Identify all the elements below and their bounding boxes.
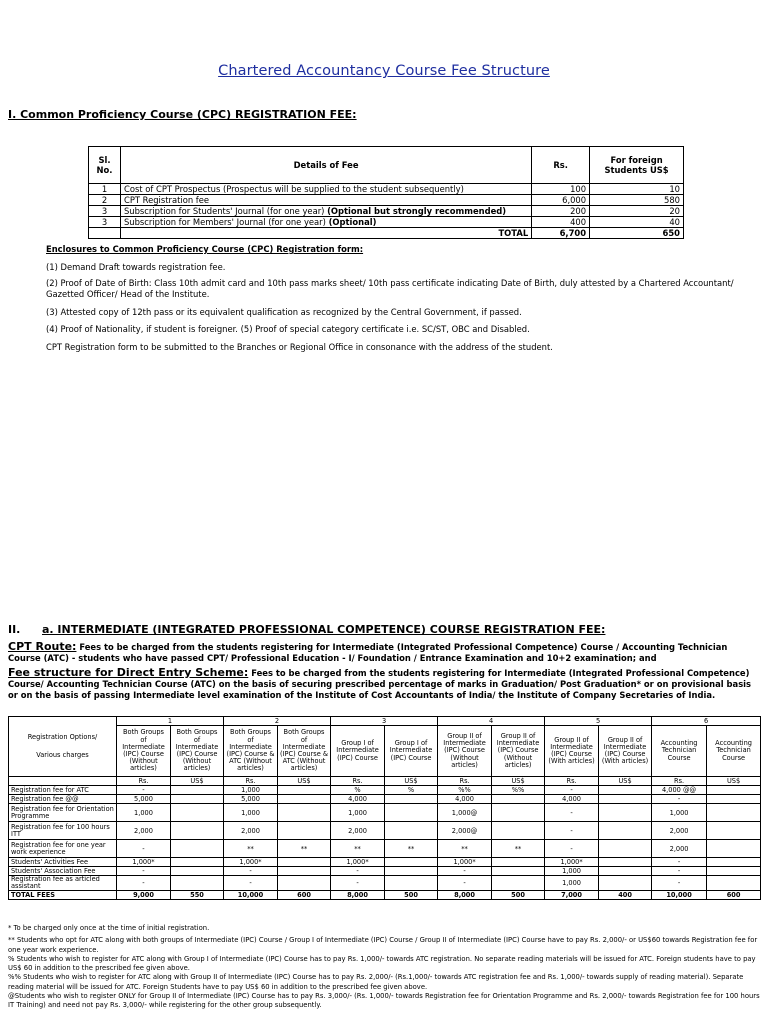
fee-cell [171,795,224,804]
fee-cell: - [652,858,707,867]
section-2-heading [8,623,605,636]
fee-cell [278,804,331,822]
route-paragraphs [8,641,760,701]
column-header: Group I of Intermediate (IPC) Course [331,726,385,777]
fee-cell [492,858,545,867]
fee-cell: ** [385,840,438,858]
fee-cell: - [224,876,278,891]
fee-cell: - [117,840,171,858]
fee-cell: 4,000 [438,795,492,804]
column-header: Group II of Intermediate (IPC) Course (With articles) [599,726,652,777]
currency-cell: US$ [278,777,331,786]
fee-cell [707,876,761,891]
row-label: Students' Association Fee [9,867,117,876]
fee-cell: - [224,867,278,876]
column-header: Group II of Intermediate (IPC) Course (Without articles) [438,726,492,777]
total-cell: 400 [599,891,652,900]
fee-cell: ** [492,840,545,858]
fee-cell [707,795,761,804]
cell-sl: 3 [89,206,121,217]
fee-cell: - [652,795,707,804]
table-row [9,867,761,876]
fee-cell [385,804,438,822]
cell-usd: 40 [590,217,684,228]
fee-cell [599,795,652,804]
fee-cell: 4,000 [331,795,385,804]
section-2-title: a. INTERMEDIATE (INTEGRATED PROFESSIONAL COMPETENCE) COURSE REGISTRATION FEE: [42,623,606,636]
total-cell: 10,000 [224,891,278,900]
fee-cell [599,822,652,840]
cell-detail: Subscription for Members' Journal (for one year) (Optional) [120,217,531,228]
cpt-route-lead: CPT Route: [8,640,77,653]
enclosure-item: CPT Registration form to be submitted to the Branches or Regional Office in consonance with the address of the student. [46,342,553,352]
total-cell: 600 [707,891,761,900]
total-cell: 8,000 [438,891,492,900]
fee-cell [385,822,438,840]
footnote: @Students who wish to register ONLY for Group II of Intermediate (IPC) Course has to pay Rs. 3,000/- (Rs. 1,000/- towards Registration fee for Orientation Programme and Rs. 2,000/- towards Registration fee for 100 hours IT Training) and need not pay Rs. 3,000/- while registering for the other group subsequently. [8,992,760,1010]
table-row [9,786,761,795]
column-header: Both Groups of Intermediate (IPC) Course & ATC (Without articles) [224,726,278,777]
corner-label: Registration Options/ Various charges [9,717,117,777]
page-title: Chartered Accountancy Course Fee Structure [218,63,550,79]
table-row [9,876,761,891]
column-header: Accounting Technician Course [652,726,707,777]
fee-cell: 2,000 [652,840,707,858]
cell-detail: Subscription for Students' Journal (for one year) (Optional but strongly recommended) [120,206,531,217]
column-header: Group I of Intermediate (IPC) Course [385,726,438,777]
cell-sl: 3 [89,217,121,228]
fee-cell: 5,000 [117,795,171,804]
cell-detail: Cost of CPT Prospectus (Prospectus will be supplied to the student subsequently) [120,184,531,195]
fee-cell [278,867,331,876]
fee-cell: - [438,867,492,876]
section-2-number: II. [8,623,21,636]
fee-cell: - [652,867,707,876]
fee-cell: 2,000@ [438,822,492,840]
header-rs: Rs. [532,147,590,184]
fee-cell: ** [224,840,278,858]
fee-cell [599,876,652,891]
total-cell: 600 [278,891,331,900]
currency-cell: Rs. [117,777,171,786]
footnote: % Students who wish to register for ATC along with Group I of Intermediate (IPC) Course has to pay Rs. 1,000/- towards ATC registration. No separate reading materials will be issued for ATC. Foreign students have to pay US$ 60 in addition to the prescribed fee given above. [8,954,756,973]
total-fees-row [9,891,761,900]
header-foreign-usd: For foreign Students US$ [590,147,684,184]
total-cell: 500 [385,891,438,900]
fee-cell: %% [492,786,545,795]
total-cell: 10,000 [652,891,707,900]
fee-cell: 2,000 [224,822,278,840]
fee-cell [278,786,331,795]
fee-cell [171,867,224,876]
fee-cell: 1,000* [224,858,278,867]
fee-cell [599,804,652,822]
fee-cell: 1,000@ [438,804,492,822]
fee-cell: - [545,822,599,840]
column-header: Group II of Intermediate (IPC) Course (With articles) [545,726,599,777]
cell-rs: 400 [532,217,590,228]
column-header-row [9,726,761,777]
fee-cell: 2,000 [117,822,171,840]
fee-cell: - [117,876,171,891]
fee-cell: 1,000 [331,804,385,822]
table-total-row [89,228,684,239]
fee-cell [707,822,761,840]
fee-cell [171,804,224,822]
fee-cell [707,840,761,858]
currency-cell: Rs. [545,777,599,786]
total-label: TOTAL [120,228,531,239]
row-label: Students' Activities Fee [9,858,117,867]
fee-cell [492,822,545,840]
table-header-row [89,147,684,184]
table-row [89,217,684,228]
fee-rows [9,786,761,900]
group-number: 3 [331,717,438,726]
fee-cell [171,840,224,858]
fee-cell: - [117,867,171,876]
cell-rs: 100 [532,184,590,195]
fee-cell [599,858,652,867]
fee-cell: ** [438,840,492,858]
currency-cell: US$ [599,777,652,786]
fee-cell: % [385,786,438,795]
fee-cell [707,858,761,867]
fee-cell: - [117,786,171,795]
fee-cell [278,822,331,840]
cell-detail: CPT Registration fee [120,195,531,206]
fee-cell [171,822,224,840]
fee-cell: - [545,840,599,858]
currency-cell: Rs. [652,777,707,786]
row-label: Registration fee for one year work experience [9,840,117,858]
table-row [9,804,761,822]
fee-cell: 4,000 [545,795,599,804]
enclosure-item: (1) Demand Draft towards registration fee. [46,262,226,272]
row-label: Registration fee for Orientation Programme [9,804,117,822]
fee-cell [599,840,652,858]
footnote: %% Students who wish to register for ATC along with Group II of Intermediate (IPC) Course has to pay Rs. 2,000/- (Rs.1,000/- towards ATC registration fee and Rs. 1,000/- towards supply of reading material). Separate reading material will be issued for ATC. Foreign Students have to pay US$ 60 in addition to the prescribed fee given above. [8,973,744,991]
cell-sl: 2 [89,195,121,206]
fee-cell: - [331,876,385,891]
fee-cell: 1,000 [545,876,599,891]
total-usd: 650 [590,228,684,239]
currency-cell: Rs. [438,777,492,786]
fee-cell: 1,000 [224,786,278,795]
fee-cell: 1,000 [224,804,278,822]
fee-cell [278,795,331,804]
fee-cell [707,867,761,876]
fee-cell: 1,000 [545,867,599,876]
fee-cell: 1,000 [117,804,171,822]
row-label: TOTAL FEES [9,891,117,900]
cell-usd: 580 [590,195,684,206]
column-header: Both Groups of Intermediate (IPC) Course & ATC (Without articles) [278,726,331,777]
total-cell: 7,000 [545,891,599,900]
cpc-fee-table [88,146,684,239]
fee-cell: 2,000 [652,822,707,840]
cell-usd: 20 [590,206,684,217]
table-row [89,206,684,217]
direct-entry-paragraph: Fee structure for Direct Entry Scheme: Fees to be charged from the students registering for Intermediate (Integrated Professional Competence) Course/ Accounting Technician Course (ATC) on the basis of securing prescribed percentage of marks in Graduation/ Post Graduation* or on provisional basis or on the basis of passing Intermediate level examination of the Institute of Cost Accountants of India/ the Institute of Company Secretaries of India. [8,666,752,700]
fee-cell [171,786,224,795]
total-cell: 500 [492,891,545,900]
section-1-heading: I. Common Proficiency Course (CPC) REGISTRATION FEE: [8,108,357,121]
fee-cell: 4,000 @@ [652,786,707,795]
cpt-route-paragraph: CPT Route: Fees to be charged from the students registering for Intermediate (Integrated Professional Competence) Course / Accounting Technician Course (ATC) - students who have passed CPT/ Professional Education - I/ Foundation / Entrance Examination and 10+2 examination; and [8,640,728,663]
header-sl-no: Sl. No. [89,147,121,184]
enclosures-heading: Enclosures to Common Proficiency Course (CPC) Registration form: [46,244,364,254]
fee-cell [278,876,331,891]
fee-cell [385,876,438,891]
row-label: Registration fee for ATC [9,786,117,795]
fee-cell [707,804,761,822]
cell-rs: 200 [532,206,590,217]
cell-rs: 6,000 [532,195,590,206]
fee-cell [492,795,545,804]
column-header: Accounting Technician Course [707,726,761,777]
group-number: 5 [545,717,652,726]
table-row [9,840,761,858]
column-header: Both Groups of Intermediate (IPC) Course (Without articles) [171,726,224,777]
footnote: * To be charged only once at the time of initial registration. [8,924,210,932]
fee-cell: 2,000 [331,822,385,840]
fee-cell: 1,000 [652,804,707,822]
fee-cell [707,786,761,795]
fee-cell [385,795,438,804]
total-cell: 8,000 [331,891,385,900]
fee-cell: % [331,786,385,795]
row-label: Registration fee as articled assistant [9,876,117,891]
group-number: 4 [438,717,545,726]
table-row [9,795,761,804]
fee-cell: - [331,867,385,876]
intermediate-fee-table [8,716,761,900]
fee-cell [599,786,652,795]
footnotes [8,924,760,1011]
currency-cell: US$ [385,777,438,786]
fee-cell: 1,000* [545,858,599,867]
fee-cell: - [438,876,492,891]
fee-cell [171,876,224,891]
fee-cell [171,858,224,867]
fee-cell: %% [438,786,492,795]
fee-cell: ** [278,840,331,858]
fee-cell: 1,000* [117,858,171,867]
column-header: Both Groups of Intermediate (IPC) Course (Without articles) [117,726,171,777]
fee-cell [492,867,545,876]
fee-cell [492,804,545,822]
fee-cell [599,867,652,876]
currency-cell: US$ [707,777,761,786]
row-label: Registration fee for 100 hours ITT [9,822,117,840]
fee-cell: 5,000 [224,795,278,804]
currency-cell: Rs. [224,777,278,786]
group-number-row [9,717,761,726]
group-number: 6 [652,717,761,726]
fee-cell: - [545,786,599,795]
table-row [9,822,761,840]
total-rs: 6,700 [532,228,590,239]
group-number: 1 [117,717,224,726]
total-cell: 550 [171,891,224,900]
fee-cell: - [652,876,707,891]
fee-cell: - [545,804,599,822]
header-details: Details of Fee [120,147,531,184]
group-number: 2 [224,717,331,726]
fee-cell [385,867,438,876]
column-header: Group II of Intermediate (IPC) Course (Without articles) [492,726,545,777]
currency-cell: US$ [171,777,224,786]
row-label: Registration fee @@ [9,795,117,804]
table-row [89,195,684,206]
direct-entry-lead: Fee structure for Direct Entry Scheme: [8,666,249,679]
fee-cell: 1,000* [331,858,385,867]
table-row [9,858,761,867]
fee-cell: ** [331,840,385,858]
currency-row [9,777,761,786]
fee-cell [385,858,438,867]
fee-cell [492,876,545,891]
enclosure-item: (3) Attested copy of 12th pass or its equivalent qualification as recognized by the Central Government, if passed. [46,307,522,317]
cell-usd: 10 [590,184,684,195]
currency-cell: Rs. [331,777,385,786]
cell-sl: 1 [89,184,121,195]
footnote: ** Students who opt for ATC along with both groups of Intermediate (IPC) Course / Group I of Intermediate (IPC) Course / Group II of Intermediate (IPC) Course have to pay Rs. 2,000/- or US$60 towards Registration fee for one year work experience. [8,936,758,954]
table-row [89,184,684,195]
total-cell: 9,000 [117,891,171,900]
enclosure-item: (4) Proof of Nationality, if student is foreigner. (5) Proof of special category certificate i.e. SC/ST, OBC and Disabled. [46,324,530,334]
enclosure-item: (2) Proof of Date of Birth: Class 10th admit card and 10th pass marks sheet/ 10th pass certificate indicating Date of Birth, duly attested by a Chartered Accountant/ Gazetted Officer/ Head of the Institute. [46,278,734,299]
fee-cell: 1,000* [438,858,492,867]
fee-cell [278,858,331,867]
currency-cell: US$ [492,777,545,786]
